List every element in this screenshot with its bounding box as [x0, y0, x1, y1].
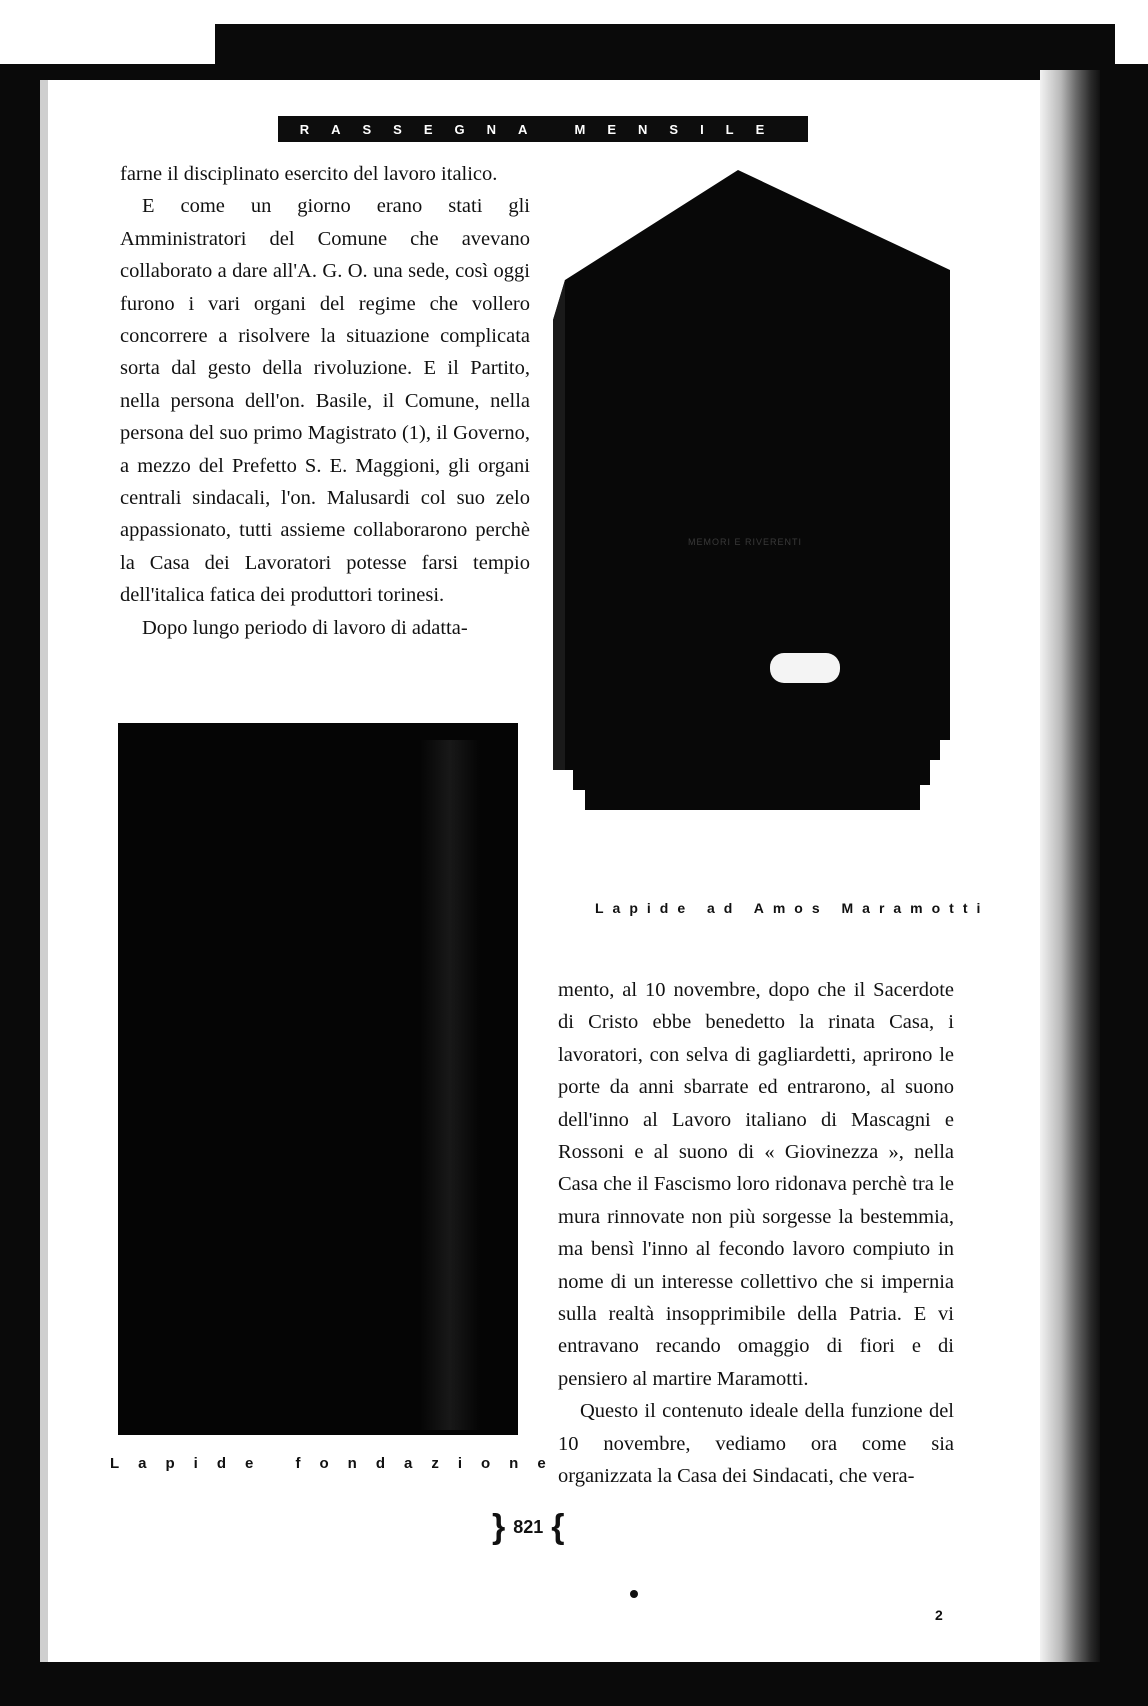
scan-border-left-inner — [40, 80, 48, 1680]
paragraph: farne il disciplinato esercito del lavoro italico. — [120, 163, 498, 185]
scan-border-bottom — [0, 1662, 1148, 1706]
photo-light-streak — [420, 740, 480, 1430]
scan-border-right — [1100, 64, 1148, 1706]
plaque-caption: Lapide ad Amos Maramotti — [595, 900, 990, 916]
left-text-column — [120, 158, 530, 644]
paragraph: E come un giorno erano stati gli Amministratori del Comune che avevano collaborato a dare all'A. G. O. una sede, così oggi furono i vari organi del regime che vollero concorrere a risolvere la situazione complicata sorta dal gesto della rivoluzione. E il Partito, nella persona dell'on. Basile, il Comune, nella persona del suo primo Magistrato (1), il Governo, a mezzo del Prefetto S. E. Maggioni, gli organi centrali sindacali, l'on. Malusardi col suo zelo appassionato, tutti assieme collaborarono perchè la Casa dei Lavoratori potesse farsi tempio dell'italica fatica dei produttori torinesi. — [120, 195, 530, 607]
inscription-line: MEMORI E RIVERENTI — [687, 537, 802, 547]
paragraph: mento, al 10 novembre, dopo che il Sacerdote di Cristo ebbe benedetto la rinata Casa, i lavoratori, con selva di gagliardetti, aprirono le porte da anni sbarrate ed entrarono, al suono dell'inno al Lavoro italiano di Mascagni e Rossoni e al suono di « Giovinezza », nella Casa che il Fascismo loro ridonava perchè tra le mura rinnovate non più sorgesse la bestemmia, ma bensì l'inno al fecondo lavoro compiuto in nome di un interesse collettivo che si impernia sulla realtà insopprimibile della Patria. E vi entravano recando omaggio di fiori e di pensiero al martire Maramotti. — [558, 979, 954, 1390]
page-number-value: 821 — [513, 1516, 544, 1537]
plaque-inscription — [650, 535, 840, 549]
scan-border-left — [0, 64, 40, 1706]
ink-dot — [630, 1590, 638, 1598]
plaque-light-reflection — [770, 653, 840, 683]
page-gutter-shadow — [1040, 70, 1100, 1670]
plaque-shadow-edge — [553, 280, 565, 770]
brace-right-ornament: { — [551, 1508, 565, 1546]
right-text-column — [558, 974, 954, 1493]
running-header: RASSEGNA MENSILE — [278, 116, 808, 142]
page-number — [492, 1510, 565, 1544]
scan-margin-top-left — [0, 0, 215, 60]
signature-mark: 2 — [935, 1607, 943, 1623]
scan-border-top-strip — [215, 24, 1115, 69]
paragraph: Dopo lungo periodo di lavoro di adatta- — [142, 616, 468, 639]
paragraph: Questo il contenuto ideale della funzione del 10 novembre, vediamo ora come sia organizzata la Casa dei Sindacati, che vera- — [558, 1400, 954, 1488]
plaque-shape — [553, 170, 950, 810]
foundation-photo-caption: Lapide fondazione — [110, 1455, 565, 1472]
scan-border-top — [0, 64, 1148, 80]
plaque-photo — [545, 170, 965, 890]
brace-left-ornament: } — [492, 1508, 506, 1546]
